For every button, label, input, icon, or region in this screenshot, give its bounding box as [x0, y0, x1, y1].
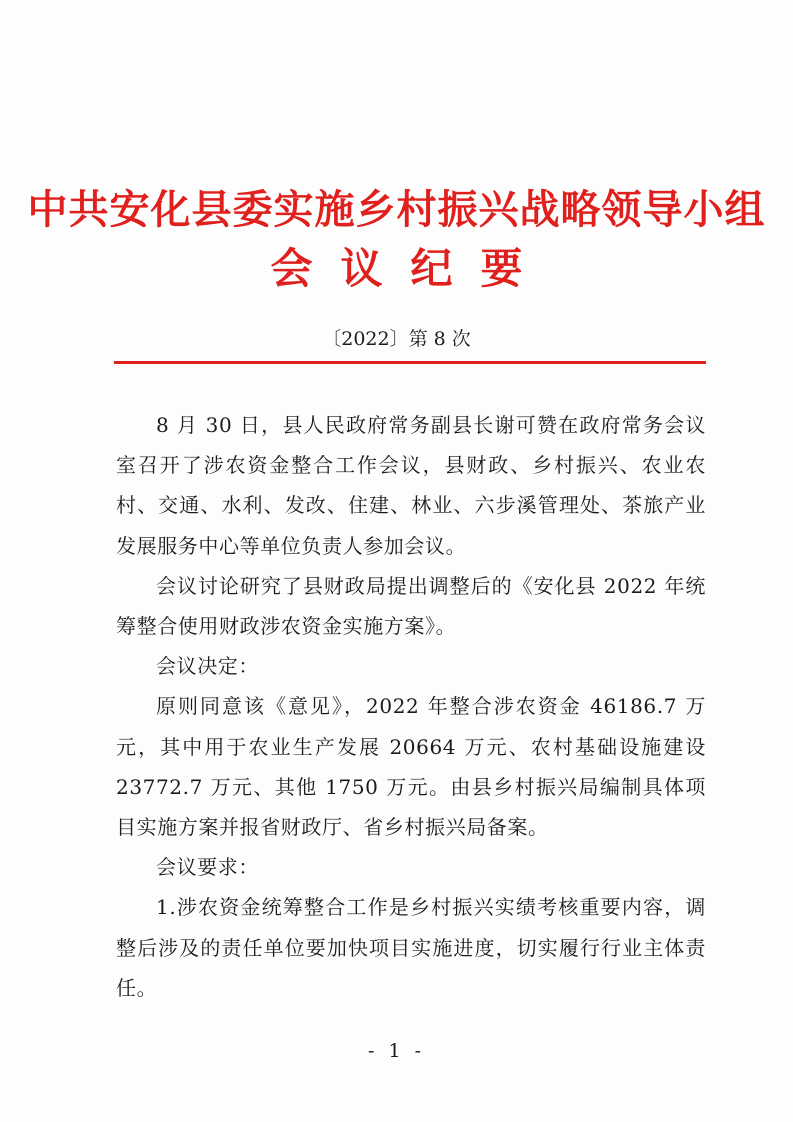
red-divider-line [114, 361, 706, 364]
document-title-line1: 中共安化县委实施乡村振兴战略领导小组 [27, 186, 766, 233]
paragraph-requirement-1: 1.涉农资金统筹整合工作是乡村振兴实绩考核重要内容，调整后涉及的责任单位要加快项目实施进度，切实履行行业主体责任。 [116, 895, 706, 1000]
document-body [116, 405, 706, 1008]
paragraph-decision-heading: 会议决定： [156, 654, 259, 679]
page-number: - 1 - [367, 1040, 425, 1062]
paragraph-requirements-heading: 会议要求： [156, 855, 259, 880]
document-number: 〔2022〕第 8 次 [322, 328, 471, 350]
document-title-line2: 会议纪要 [270, 244, 551, 293]
paragraph-decision: 原则同意该《意见》，2022 年整合涉农资金 46186.7 万元，其中用于农业生产发展 20664 万元、农村基础设施建设 23772.7 万元、其他 1750 万元。由县乡村振兴局编制具体项目实施方案并报省财政厅、省乡村振兴局备案。 [116, 694, 706, 840]
paragraph-meeting-intro: 8 月 30 日，县人民政府常务副县长谢可赞在政府常务会议室召开了涉农资金整合工作会议，县财政、乡村振兴、农业农村、交通、水利、发改、住建、林业、六步溪管理处、茶旅产业发展服务中心等单位负责人参加会议。 [116, 413, 706, 558]
paragraph-discussion: 会议讨论研究了县财政局提出调整后的《安化县 2022 年统筹整合使用财政涉农资金实施方案》。 [116, 573, 706, 639]
